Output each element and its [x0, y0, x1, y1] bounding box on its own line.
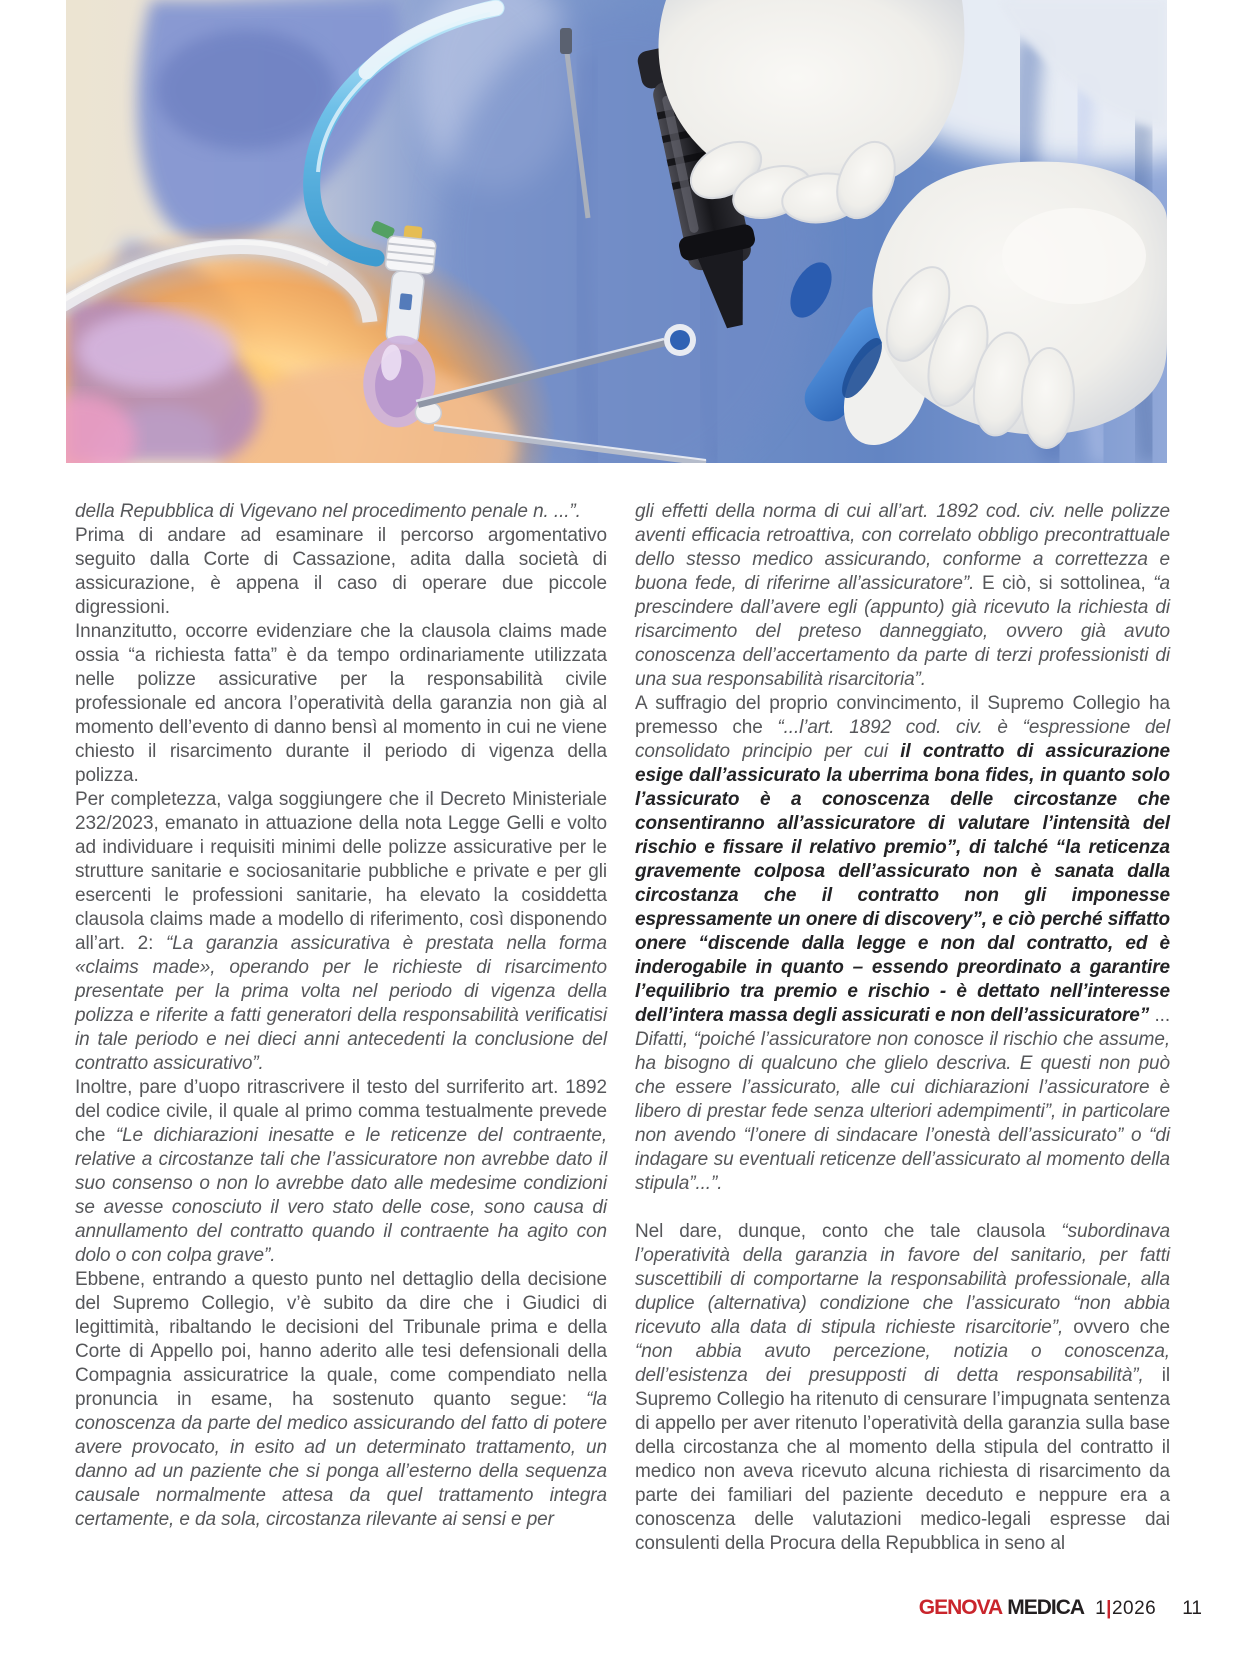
text-run: E ciò, si sottolinea, [981, 573, 1154, 594]
text-run: A suffragio del proprio convincimento, il Supremo Collegio ha premesso che [635, 693, 1170, 738]
magazine-brand-genova: GENOVA [918, 1596, 1003, 1619]
text-run: ovvero che [1073, 1317, 1170, 1338]
text-run: Ebbene, entrando a questo punto nel dettaglio della decisione del Supremo Collegio, v’è subito da dire che i Giudici di legittimità, ribaltando le decisioni del Tribunale prima e della Corte di Appello poi, hanno aderito alle tesi defensionali della Compagnia assicuratrice la quale, come compendiato nella pronuncia in esame, ha sostenuto quanto segue: [75, 1269, 607, 1410]
text-run: Inoltre, pare d’uopo ritrascrivere il testo del surriferito art. 1892 del codice civile, il quale al primo comma testualmente prevede che [75, 1077, 607, 1146]
text-run: della Repubblica di Vigevano nel procedimento penale n. ...”. [75, 501, 581, 522]
page-footer [919, 1596, 1202, 1620]
issue-label [1095, 1598, 1156, 1620]
text-run: Prima di andare ad esaminare il percorso argomentativo seguito dalla Corte di Cassazione, adita dalla società di assicurazione, è appena il caso di operare due piccole digressioni. [75, 525, 607, 618]
paragraph [75, 524, 607, 620]
text-run: Difatti, “poiché l’assicuratore non conosce il rischio che assume, ha bisogno di qualcuno che glielo descriva. E questi non può che essere l’assicurato, alle cui dichiarazioni l’assicuratore è libero di prestar fede senza ulteriori adempimenti”, in particolare non avendo “l’onere di sindacare l’onestà dell’assicurato” o “di indagare su eventuali reticenze dell’assicurato al momento della stipula”...”. [635, 1029, 1170, 1194]
text-run: “subordinava l’operatività della garanzia in favore del sanitario, per fatti suscettibili di comportarne la responsabilità professionale, alla duplice (alternativa) condizione che l’assicurato “non abbia ricevuto alla data di stipula richieste risarcitorie”, [635, 1221, 1170, 1338]
text-run: Innanzitutto, occorre evidenziare che la clausola claims made ossia “a richiesta fatta” è da tempo ordinariamente utilizzata nelle polizze assicurative per la responsabilità civile professionale ed ancora l’operatività della garanzia non già al momento dell’evento di danno bensì al momento in cui ne viene chiesto il risarcimento durante il periodo di vigenza della polizza. [75, 621, 607, 786]
paragraph [635, 1220, 1170, 1556]
issue-number: 1 [1095, 1598, 1107, 1619]
article-column-left [75, 500, 607, 1532]
issue-year: 2026 [1111, 1598, 1157, 1619]
paragraph [75, 620, 607, 788]
text-run: “Le dichiarazioni inesatte e le reticenze del contraente, relative a circostanze tali che l’assicuratore non avrebbe dato il suo consenso o non lo avrebbe dato alle medesime condizioni se avesse conosciuto il vero stato delle cose, sono causa di annullamento del contratto quando il contraente ha agito con dolo o con colpa grave”. [75, 1125, 607, 1266]
paragraph [75, 500, 607, 524]
paragraph [75, 788, 607, 1076]
page-number: 11 [1182, 1598, 1202, 1619]
issue-separator: | [1106, 1598, 1112, 1619]
paragraph [635, 692, 1170, 1196]
text-run: il Supremo Collegio ha ritenuto di censurare l’impugnata sentenza di appello per aver ritenuto l’operatività della garanzia sulla base della circostanza che al momento della stipula del contratto il medico non aveva ricevuto alcuna richiesta di risarcimento da parte dei familiari del paziente deceduto e neppure era a conoscenza delle valutazioni medico-legali espresse dai consulenti della Procura della Repubblica in seno al [635, 1365, 1170, 1554]
paragraph [75, 1076, 607, 1268]
text-run: “non abbia avuto percezione, notizia o conoscenza, dell’esistenza dei presupposti di detta responsabilità”, [635, 1341, 1170, 1386]
article-column-right [635, 500, 1170, 1556]
text-run: “a prescindere dall’avere egli (appunto) già ricevuto la richiesta di risarcimento del preteso danneggiato, ovvero già avuto conoscenza dell’accertamento da parte di terzi professionisti di una sua responsabilità risarcitoria”. [635, 573, 1170, 690]
text-run-bold: il contratto di assicurazione esige dall’assicurato la uberrima bona fides, in quanto solo l’assicurato è a conoscenza delle circostanze che consentiranno all’assicuratore di valutare l’intensità del rischio e fissare il relativo premio”, di talché “la reticenza gravemente colposa dell’assicurato non è sanata dalla circostanza che il contratto non gli imponesse espressamente un onere di discovery”, e ciò perché siffatto onere “discende dalla legge e non dal contratto, ed è inderogabile in quanto – essendo preordinato a garantire l’equilibrio tra premio e rischio - è dettato nell’interesse dell’intera massa degli assicurati e non dell’assicuratore” [635, 741, 1170, 1026]
paragraph [75, 1268, 607, 1532]
surgery-photo [66, 0, 1167, 463]
text-run: “...l’art. 1892 cod. civ. è “espressione del consolidato principio per cui [635, 717, 1170, 762]
text-run: ... [1149, 1005, 1170, 1026]
text-run: “la conoscenza da parte del medico assicurando del fatto di potere avere provocato, in esito ad un determinato trattamento, un danno ad un paziente che si ponga all’esterno della sequenza causale normalmente attesa da quel trattamento integra certamente, e da sola, circostanza rilevante ai sensi e per [75, 1389, 607, 1530]
text-run: Per completezza, valga soggiungere che il Decreto Ministeriale 232/2023, emanato in attuazione della nota Legge Gelli e volto ad individuare i requisiti minimi delle polizze assicurative per le strutture sanitarie e sociosanitarie pubbliche e private e per gli esercenti le professioni sanitarie, ha elevato la cosiddetta clausola claims made a modello di riferimento, così disponendo all’art. 2: [75, 789, 607, 954]
text-run: “La garanzia assicurativa è prestata nella forma «claims made», operando per le richieste di risarcimento presentate per la prima volta nel periodo di vigenza della polizza e riferite a fatti generatori della responsabilità verificatisi in tale periodo e nei dieci anni antecedenti la conclusione del contratto assicurativo”. [75, 933, 607, 1074]
text-run: gli effetti della norma di cui all’art. 1892 cod. civ. nelle polizze aventi efficacia retroattiva, con correlato obbligo precontrattuale dello stesso medico assicurando, conforme a correttezza e buona fede, di riferirne all’assicuratore”. [635, 501, 1170, 594]
paragraph [635, 500, 1170, 692]
text-run: Nel dare, dunque, conto che tale clausola [635, 1221, 1062, 1242]
magazine-brand-medica: MEDICA [1007, 1596, 1085, 1619]
